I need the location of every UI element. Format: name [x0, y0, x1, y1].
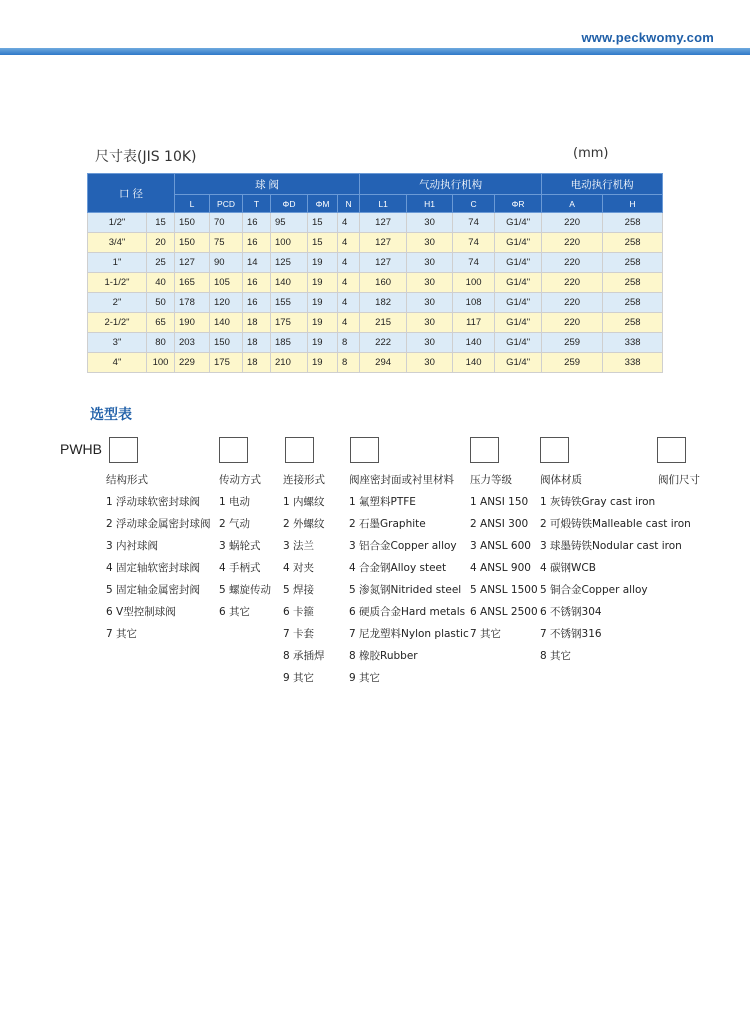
- selection-column-heading: 传动方式: [219, 474, 261, 486]
- website-url: www.peckwomy.com: [581, 30, 714, 45]
- table-cell: 4: [338, 233, 360, 253]
- table-cell: 30: [407, 253, 453, 273]
- table-cell: 203: [175, 333, 210, 353]
- code-box-3[interactable]: [285, 437, 314, 463]
- selection-option: 8 橡胶Rubber: [349, 650, 418, 662]
- selection-column-heading: 阀座密封面或衬里材料: [349, 474, 454, 486]
- table-cell: 19: [308, 253, 338, 273]
- table-cell: 100: [453, 273, 495, 293]
- table-row: [88, 273, 663, 293]
- sub-header-cell: N: [338, 195, 360, 213]
- table-cell: 160: [360, 273, 407, 293]
- table-cell: G1/4": [495, 333, 542, 353]
- table-cell: 15: [147, 213, 175, 233]
- table-cell: 4: [338, 273, 360, 293]
- sub-header-cell: L1: [360, 195, 407, 213]
- selection-title: 选型表: [90, 407, 132, 423]
- table-cell: 30: [407, 273, 453, 293]
- table-cell: 100: [271, 233, 308, 253]
- table-cell: 19: [308, 273, 338, 293]
- selection-option: 2 外螺纹: [283, 518, 325, 530]
- selection-column: [540, 472, 691, 670]
- table-cell: 30: [407, 333, 453, 353]
- table-cell: 74: [453, 253, 495, 273]
- table-cell: 16: [243, 293, 271, 313]
- table-cell: 1/2": [88, 213, 147, 233]
- table-cell: 120: [210, 293, 243, 313]
- sub-header-cell: T: [243, 195, 271, 213]
- selection-option: 4 合金钢Alloy steet: [349, 562, 447, 574]
- selection-option: 3 法兰: [283, 540, 315, 552]
- sub-header-cell: ΦR: [495, 195, 542, 213]
- table-cell: 338: [603, 333, 663, 353]
- sub-header-cell: C: [453, 195, 495, 213]
- table-cell: 30: [407, 293, 453, 313]
- table-cell: 338: [603, 353, 663, 373]
- selection-column: [470, 472, 538, 648]
- table-cell: 4: [338, 313, 360, 333]
- selection-option: 8 其它: [540, 650, 572, 662]
- table-row: [88, 333, 663, 353]
- sub-header-cell: PCD: [210, 195, 243, 213]
- table-cell: G1/4": [495, 213, 542, 233]
- table-cell: 20: [147, 233, 175, 253]
- table-row: [88, 313, 663, 333]
- table-cell: 90: [210, 253, 243, 273]
- table-cell: 258: [603, 253, 663, 273]
- table-cell: 4: [338, 253, 360, 273]
- selection-option: 4 对夹: [283, 562, 315, 574]
- table-cell: 2-1/2": [88, 313, 147, 333]
- selection-option: 5 螺旋传动: [219, 584, 272, 596]
- table-cell: 140: [271, 273, 308, 293]
- table-cell: 74: [453, 213, 495, 233]
- table-cell: G1/4": [495, 273, 542, 293]
- selection-option: 1 氟塑料PTFE: [349, 496, 416, 508]
- selection-column-heading: 压力等级: [470, 474, 512, 486]
- selection-option: 8 承插焊: [283, 650, 325, 662]
- selection-option: 9 其它: [283, 672, 315, 684]
- table-cell: 222: [360, 333, 407, 353]
- selection-option: 1 电动: [219, 496, 251, 508]
- selection-column: [219, 472, 271, 626]
- selection-option: 1 ANSI 150: [470, 496, 529, 508]
- table-cell: G1/4": [495, 293, 542, 313]
- table-cell: 19: [308, 313, 338, 333]
- selection-option: 4 ANSL 900: [470, 562, 531, 574]
- table-cell: 70: [210, 213, 243, 233]
- table-cell: 75: [210, 233, 243, 253]
- table-cell: 150: [175, 213, 210, 233]
- selection-column-heading: 连接形式: [283, 474, 325, 486]
- table-cell: 40: [147, 273, 175, 293]
- table-cell: 16: [243, 233, 271, 253]
- selection-option: 2 可煅铸铁Malleable cast iron: [540, 518, 691, 530]
- selection-option: 5 铜合金Copper alloy: [540, 584, 648, 596]
- table-cell: 18: [243, 353, 271, 373]
- table-cell: G1/4": [495, 233, 542, 253]
- unit-label: (mm): [573, 146, 609, 161]
- bore-header: 口 径: [88, 174, 175, 213]
- code-box-7[interactable]: [657, 437, 686, 463]
- selection-option: 6 卡箍: [283, 606, 315, 618]
- table-row: [88, 233, 663, 253]
- table-cell: 165: [175, 273, 210, 293]
- table-cell: 210: [271, 353, 308, 373]
- table-cell: 65: [147, 313, 175, 333]
- table-cell: G1/4": [495, 253, 542, 273]
- table-cell: 3": [88, 333, 147, 353]
- pneumatic-header: 气动执行机构: [360, 174, 542, 195]
- table-cell: 258: [603, 213, 663, 233]
- selection-column-heading: 结构形式: [106, 474, 148, 486]
- table-cell: 30: [407, 213, 453, 233]
- table-cell: 125: [271, 253, 308, 273]
- table-cell: 2": [88, 293, 147, 313]
- table-cell: 18: [243, 313, 271, 333]
- selection-option: 2 ANSI 300: [470, 518, 529, 530]
- table-cell: 127: [360, 253, 407, 273]
- code-box-2[interactable]: [219, 437, 248, 463]
- table-cell: 140: [453, 333, 495, 353]
- sub-header-cell: A: [542, 195, 603, 213]
- table-cell: 258: [603, 313, 663, 333]
- selection-option: 2 气动: [219, 518, 251, 530]
- selection-option: 7 不锈钢316: [540, 628, 602, 640]
- table-cell: 15: [308, 213, 338, 233]
- selection-option: 1 内螺纹: [283, 496, 325, 508]
- table-cell: 30: [407, 313, 453, 333]
- table-cell: 155: [271, 293, 308, 313]
- table-cell: 105: [210, 273, 243, 293]
- selection-option: 1 灰铸铁Gray cast iron: [540, 496, 656, 508]
- table-cell: 258: [603, 293, 663, 313]
- table-cell: 14: [243, 253, 271, 273]
- selection-option: 6 V型控制球阀: [106, 606, 176, 618]
- sub-header-cell: ΦD: [271, 195, 308, 213]
- table-cell: G1/4": [495, 353, 542, 373]
- table-cell: 30: [407, 353, 453, 373]
- selection-option: 3 球墨铸铁Nodular cast iron: [540, 540, 682, 552]
- selection-option: 4 手柄式: [219, 562, 261, 574]
- table-cell: 16: [243, 213, 271, 233]
- sub-header-cell: L: [175, 195, 210, 213]
- table-cell: 258: [603, 273, 663, 293]
- selection-option: 7 其它: [470, 628, 502, 640]
- table-cell: 19: [308, 333, 338, 353]
- table-cell: 127: [360, 213, 407, 233]
- selection-option: 4 固定轴软密封球阀: [106, 562, 201, 574]
- selection-option: 7 其它: [106, 628, 138, 640]
- selection-option: 6 其它: [219, 606, 251, 618]
- sub-header-cell: H1: [407, 195, 453, 213]
- table-cell: 127: [360, 233, 407, 253]
- code-box-1[interactable]: [109, 437, 138, 463]
- table-cell: 140: [210, 313, 243, 333]
- code-box-6[interactable]: [540, 437, 569, 463]
- electric-header: 电动执行机构: [542, 174, 663, 195]
- selection-option: 6 不锈钢304: [540, 606, 602, 618]
- table-cell: 294: [360, 353, 407, 373]
- table-cell: 80: [147, 333, 175, 353]
- table-cell: 220: [542, 233, 603, 253]
- table-cell: 3/4": [88, 233, 147, 253]
- table-cell: 74: [453, 233, 495, 253]
- table-cell: 229: [175, 353, 210, 373]
- table-cell: 215: [360, 313, 407, 333]
- table-cell: 259: [542, 333, 603, 353]
- sub-header-cell: H: [603, 195, 663, 213]
- table-cell: 100: [147, 353, 175, 373]
- table-cell: 95: [271, 213, 308, 233]
- selection-option: 7 尼龙塑料Nylon plastic: [349, 628, 469, 640]
- dimension-table-title: 尺寸表(JIS 10K): [95, 149, 197, 165]
- table-cell: 258: [603, 233, 663, 253]
- dimension-table: [87, 173, 663, 373]
- selection-option: 6 ANSL 2500: [470, 606, 538, 618]
- table-cell: 150: [210, 333, 243, 353]
- model-prefix: PWHB: [60, 441, 102, 457]
- table-cell: 8: [338, 333, 360, 353]
- table-cell: 150: [175, 233, 210, 253]
- selection-column-heading: 阀们尺寸: [658, 474, 700, 486]
- selection-column: [658, 472, 700, 494]
- selection-option: 4 碳钢WCB: [540, 562, 596, 574]
- selection-option: 3 ANSL 600: [470, 540, 531, 552]
- table-cell: 18: [243, 333, 271, 353]
- sub-header-cell: ΦM: [308, 195, 338, 213]
- table-cell: 220: [542, 253, 603, 273]
- selection-column: [106, 472, 211, 648]
- table-group-header-row: [88, 174, 663, 195]
- selection-option: 5 ANSL 1500: [470, 584, 538, 596]
- table-cell: 117: [453, 313, 495, 333]
- selection-column: [283, 472, 325, 692]
- selection-column-heading: 阀体材质: [540, 474, 582, 486]
- selection-option: 6 硬质合金Hard metals: [349, 606, 466, 618]
- table-cell: 140: [453, 353, 495, 373]
- selection-option: 3 铝合金Copper alloy: [349, 540, 457, 552]
- selection-option: 3 蜗轮式: [219, 540, 261, 552]
- table-cell: 220: [542, 213, 603, 233]
- selection-option: 1 浮动球软密封球阀: [106, 496, 201, 508]
- table-cell: 25: [147, 253, 175, 273]
- selection-option: 3 内衬球阀: [106, 540, 159, 552]
- table-cell: 259: [542, 353, 603, 373]
- table-row: [88, 213, 663, 233]
- table-row: [88, 353, 663, 373]
- table-cell: 178: [175, 293, 210, 313]
- table-cell: 127: [175, 253, 210, 273]
- selection-column: [349, 472, 469, 692]
- table-cell: 220: [542, 293, 603, 313]
- selection-option: 7 卡套: [283, 628, 315, 640]
- table-cell: 16: [243, 273, 271, 293]
- ball-valve-header: 球 阀: [175, 174, 360, 195]
- code-box-4[interactable]: [350, 437, 379, 463]
- selection-option: 5 焊接: [283, 584, 315, 596]
- table-cell: 15: [308, 233, 338, 253]
- table-row: [88, 253, 663, 273]
- table-cell: 19: [308, 353, 338, 373]
- table-cell: 50: [147, 293, 175, 313]
- selection-option: 9 其它: [349, 672, 381, 684]
- table-cell: G1/4": [495, 313, 542, 333]
- table-cell: 1": [88, 253, 147, 273]
- table-cell: 30: [407, 233, 453, 253]
- header-bar: [0, 48, 750, 55]
- table-cell: 8: [338, 353, 360, 373]
- table-cell: 185: [271, 333, 308, 353]
- table-cell: 4: [338, 293, 360, 313]
- selection-option: 5 渗氮钢Nitrided steel: [349, 584, 462, 596]
- table-cell: 19: [308, 293, 338, 313]
- selection-option: 2 石墨Graphite: [349, 518, 426, 530]
- table-cell: 190: [175, 313, 210, 333]
- table-cell: 182: [360, 293, 407, 313]
- table-cell: 220: [542, 313, 603, 333]
- code-box-5[interactable]: [470, 437, 499, 463]
- table-cell: 1-1/2": [88, 273, 147, 293]
- table-cell: 220: [542, 273, 603, 293]
- table-row: [88, 293, 663, 313]
- table-cell: 175: [210, 353, 243, 373]
- table-cell: 175: [271, 313, 308, 333]
- selection-option: 2 浮动球金属密封球阀: [106, 518, 211, 530]
- table-cell: 4": [88, 353, 147, 373]
- table-cell: 4: [338, 213, 360, 233]
- table-cell: 108: [453, 293, 495, 313]
- table-sub-header-row: [88, 195, 663, 213]
- selection-option: 5 固定轴金属密封阀: [106, 584, 201, 596]
